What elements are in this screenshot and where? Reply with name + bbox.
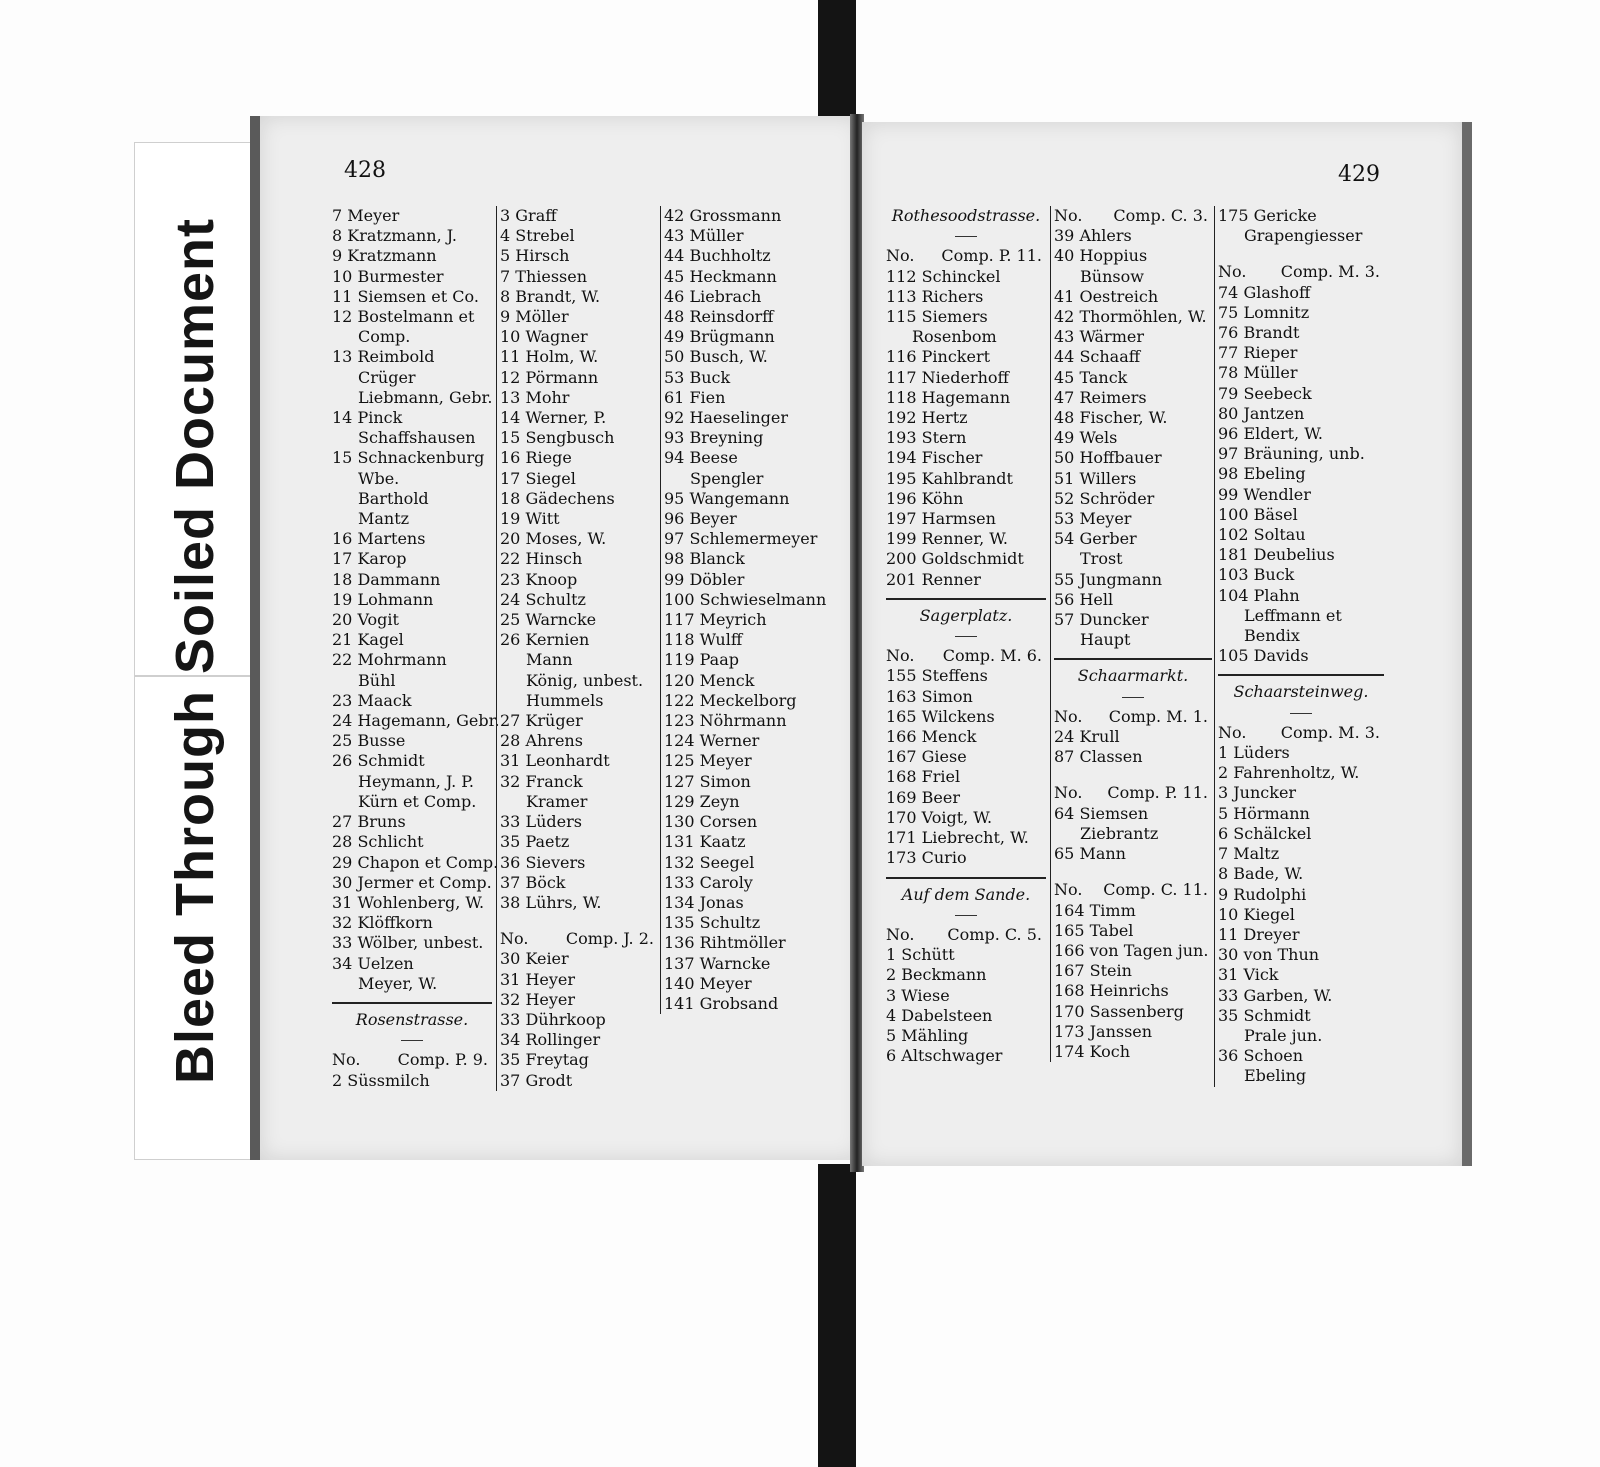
left-page: [250, 116, 860, 1160]
company-header: [1218, 262, 1384, 282]
directory-entry: 3 Juncker: [1218, 783, 1297, 803]
condition-tab-label: Bleed Through Soiled Document: [165, 217, 225, 1085]
company-header: [332, 1050, 492, 1070]
directory-entry: 199 Renner, W.: [886, 529, 1009, 549]
company-header-no: No.: [886, 646, 915, 666]
company-header: [1054, 707, 1212, 727]
directory-entry-continuation: Spengler: [690, 468, 764, 488]
directory-entry-continuation: Crüger: [358, 367, 416, 387]
directory-entry: 33 Lüders: [500, 812, 582, 832]
directory-entry: 3 Wiese: [886, 985, 950, 1005]
section-divider: [1054, 658, 1212, 660]
directory-entry: 31 Wohlenberg, W.: [332, 892, 485, 912]
directory-entry: 14 Pinck: [332, 408, 403, 428]
directory-entry: 96 Beyer: [664, 509, 737, 529]
directory-entry-continuation: Ebeling: [1244, 1066, 1307, 1086]
company-header-comp: Comp. P. 9.: [397, 1050, 488, 1070]
company-header-no: No.: [886, 246, 915, 266]
directory-entry: 41 Oestreich: [1054, 286, 1159, 306]
directory-entry: 78 Müller: [1218, 363, 1298, 383]
directory-entry: 32 Franck: [500, 771, 583, 791]
company-header-no: No.: [332, 1050, 361, 1070]
scanner-gutter-bar-bottom: [818, 1164, 856, 1467]
directory-entry: 49 Brügmann: [664, 327, 775, 347]
heading-dash: [886, 226, 1046, 246]
directory-entry: 20 Moses, W.: [500, 529, 607, 549]
directory-entry-continuation: Leffmann et: [1244, 605, 1342, 625]
directory-entry: 61 Fien: [664, 387, 726, 407]
directory-entry: 196 Köhn: [886, 488, 964, 508]
right-column-3: [1214, 206, 1384, 1087]
company-header-comp: Comp. M. 3.: [1280, 722, 1380, 742]
directory-entry-continuation: Schaffshausen: [358, 428, 476, 448]
condition-tab: [134, 142, 256, 1160]
directory-entry: 4 Dabelsteen: [886, 1005, 993, 1025]
directory-entry-continuation: Grapengiesser: [1244, 226, 1363, 246]
directory-entry: 195 Kahlbrandt: [886, 468, 1013, 488]
directory-entry: 100 Bäsel: [1218, 504, 1298, 524]
street-heading: Schaarmarkt.: [1077, 666, 1189, 686]
section-divider: [332, 1002, 492, 1004]
directory-entry: 27 Bruns: [332, 812, 406, 832]
directory-entry: 7 Maltz: [1218, 844, 1280, 864]
company-header: [1054, 206, 1212, 226]
right-page: [862, 122, 1472, 1166]
directory-entry: 112 Schinckel: [886, 266, 1001, 286]
directory-entry: 10 Wagner: [500, 327, 588, 347]
directory-entry: 173 Curio: [886, 848, 967, 868]
directory-entry: 132 Seegel: [664, 852, 755, 872]
directory-entry: 141 Grobsand: [664, 993, 779, 1013]
directory-entry: 134 Jonas: [664, 892, 744, 912]
directory-entry: 2 Beckmann: [886, 965, 987, 985]
left-column-1: [332, 206, 500, 1091]
directory-entry: 130 Corsen: [664, 812, 758, 832]
directory-entry: 33 Dührkoop: [500, 1009, 606, 1029]
company-header-comp: Comp. C. 3.: [1113, 206, 1208, 225]
directory-entry: 48 Reinsdorff: [664, 307, 774, 327]
directory-entry: 92 Haeselinger: [664, 408, 788, 428]
directory-entry: 14 Werner, P.: [500, 408, 607, 428]
directory-entry: 33 Garben, W.: [1218, 985, 1333, 1005]
page-number-left: 428: [344, 158, 386, 183]
directory-entry: 56 Hell: [1054, 589, 1114, 609]
directory-entry: 15 Sengbusch: [500, 428, 615, 448]
directory-entry-continuation: Bendix: [1244, 626, 1300, 646]
directory-entry-continuation: Trost: [1080, 549, 1123, 569]
directory-entry-continuation: König, unbest.: [526, 670, 644, 690]
directory-entry: 53 Meyer: [1054, 509, 1132, 529]
directory-entry: 99 Döbler: [664, 569, 745, 589]
directory-entry: 98 Ebeling: [1218, 464, 1306, 484]
directory-entry: 117 Meyrich: [664, 610, 767, 630]
directory-entry: 31 Vick: [1218, 965, 1279, 985]
directory-entry: 87 Classen: [1054, 747, 1143, 767]
directory-entry: 53 Buck: [664, 367, 731, 387]
directory-entry: 23 Maack: [332, 690, 412, 710]
directory-entry: 31 Heyer: [500, 969, 576, 989]
directory-entry-continuation: Mann: [526, 650, 573, 670]
directory-entry: 45 Tanck: [1054, 367, 1128, 387]
directory-entry: 57 Duncker: [1054, 610, 1149, 630]
directory-entry: 16 Riege: [500, 448, 572, 468]
directory-entry: 163 Simon: [886, 686, 973, 706]
directory-entry: 200 Goldschmidt: [886, 549, 1024, 569]
directory-entry: 181 Deubelius: [1218, 545, 1335, 565]
directory-entry: 165 Tabel: [1054, 920, 1134, 940]
directory-entry: 9 Rudolphi: [1218, 884, 1307, 904]
directory-entry: 12 Pörmann: [500, 367, 599, 387]
directory-entry-continuation: Liebmann, Gebr.: [358, 387, 493, 407]
directory-entry: 103 Buck: [1218, 565, 1295, 585]
company-header: [500, 929, 658, 949]
directory-entry: 26 Schmidt: [332, 751, 425, 771]
section-divider: [886, 877, 1046, 879]
directory-entry: 4 Strebel: [500, 226, 575, 246]
directory-entry: 95 Wangemann: [664, 488, 790, 508]
directory-entry: 99 Wendler: [1218, 484, 1311, 504]
directory-entry: 22 Mohrmann: [332, 650, 447, 670]
spacer: [500, 913, 658, 929]
directory-entry: 74 Glashoff: [1218, 282, 1311, 302]
directory-entry: 50 Hoffbauer: [1054, 448, 1162, 468]
directory-entry-continuation: Hummels: [526, 690, 604, 710]
directory-entry: 24 Krull: [1054, 727, 1120, 747]
directory-entry: 113 Richers: [886, 286, 984, 306]
company-header-comp: Comp. J. 2.: [565, 929, 654, 949]
directory-entry-continuation: Prale jun.: [1244, 1025, 1323, 1045]
directory-entry-continuation: Rosenbom: [912, 327, 997, 347]
directory-entry: 54 Gerber: [1054, 529, 1137, 549]
company-header: [886, 925, 1046, 945]
company-header-no: No.: [500, 929, 529, 949]
directory-entry: 52 Schröder: [1054, 488, 1155, 508]
company-header-no: No.: [1054, 783, 1083, 803]
directory-entry: 96 Eldert, W.: [1218, 424, 1323, 444]
directory-entry: 28 Schlicht: [332, 832, 424, 852]
directory-entry: 32 Klöffkorn: [332, 913, 433, 933]
directory-entry: 102 Soltau: [1218, 525, 1306, 545]
directory-entry: 30 Keier: [500, 949, 569, 969]
directory-entry-continuation: Barthold: [358, 488, 429, 508]
directory-entry: 46 Liebrach: [664, 286, 762, 306]
directory-entry: 164 Timm: [1054, 900, 1136, 920]
directory-entry: 166 von Tagen jun.: [1054, 940, 1209, 960]
company-header: [886, 646, 1046, 666]
directory-entry: 44 Buchholtz: [664, 246, 771, 266]
directory-entry: 104 Plahn: [1218, 585, 1300, 605]
directory-entry: 5 Hörmann: [1218, 803, 1310, 823]
heading-dash: [886, 905, 1046, 925]
directory-entry: 137 Warncke: [664, 953, 771, 973]
directory-entry: 133 Caroly: [664, 872, 753, 892]
directory-entry: 8 Kratzmann, J.: [332, 226, 458, 246]
section-divider: [886, 598, 1046, 600]
directory-entry: 167 Giese: [886, 747, 967, 767]
right-column-2: [1050, 206, 1212, 1062]
directory-entry: 135 Schultz: [664, 913, 761, 933]
directory-entry-continuation: Bünsow: [1080, 266, 1144, 286]
company-header-comp: Comp. M. 1.: [1108, 706, 1208, 726]
directory-entry: 64 Siemsen: [1054, 803, 1149, 823]
company-header-no: No.: [1218, 722, 1247, 742]
directory-entry: 42 Grossmann: [664, 206, 782, 225]
directory-entry: 21 Kagel: [332, 630, 404, 650]
directory-entry: 8 Bade, W.: [1218, 864, 1304, 884]
directory-entry: 193 Stern: [886, 428, 967, 448]
directory-entry: 9 Möller: [500, 307, 569, 327]
directory-entry-continuation: Wbe.: [358, 468, 400, 488]
directory-entry: 47 Reimers: [1054, 387, 1147, 407]
directory-entry: 26 Kernien: [500, 630, 590, 650]
directory-entry: 97 Bräuning, unb.: [1218, 444, 1365, 464]
street-heading: Sagerplatz.: [919, 605, 1013, 625]
directory-entry: 50 Busch, W.: [664, 347, 768, 367]
directory-entry: 171 Liebrecht, W.: [886, 828, 1029, 848]
directory-entry: 97 Schlemermeyer: [664, 529, 818, 549]
directory-entry: 22 Hinsch: [500, 549, 583, 569]
directory-entry: 40 Hoppius: [1054, 246, 1148, 266]
directory-entry: 35 Freytag: [500, 1050, 589, 1070]
directory-entry: 16 Martens: [332, 529, 426, 549]
directory-entry: 166 Menck: [886, 727, 977, 747]
directory-entry: 17 Siegel: [500, 468, 576, 488]
directory-entry: 6 Altschwager: [886, 1046, 1003, 1066]
directory-entry: 1 Lüders: [1218, 743, 1290, 763]
company-header-comp: Comp. M. 6.: [942, 646, 1042, 666]
left-column-3: [660, 206, 832, 1014]
left-column-2: [496, 206, 658, 1091]
directory-entry: 9 Kratzmann: [332, 246, 437, 266]
directory-entry: 24 Hagemann, Gebr.: [332, 711, 500, 731]
directory-entry: 55 Jungmann: [1054, 569, 1163, 589]
heading-dash: [886, 626, 1046, 646]
directory-entry: 7 Thiessen: [500, 266, 588, 286]
directory-entry: 20 Vogit: [332, 610, 399, 630]
directory-entry-continuation: Ziebrantz: [1080, 823, 1159, 843]
company-header: [1218, 723, 1384, 743]
directory-entry: 1 Schütt: [886, 945, 955, 965]
directory-entry-continuation: Bühl: [358, 670, 396, 690]
company-header-comp: Comp. P. 11.: [941, 246, 1042, 266]
directory-entry-continuation: Mantz: [358, 509, 410, 529]
directory-entry: 170 Voigt, W.: [886, 807, 993, 827]
directory-entry: 29 Chapon et Comp.: [332, 852, 499, 872]
directory-entry: 100 Schwieselmann: [664, 589, 827, 609]
directory-entry: 120 Menck: [664, 670, 755, 690]
spacer: [1218, 246, 1384, 262]
company-header-no: No.: [1054, 706, 1083, 726]
directory-entry: 80 Jantzen: [1218, 403, 1305, 423]
directory-entry: 131 Kaatz: [664, 832, 746, 852]
section-divider: [1218, 674, 1384, 676]
company-header-comp: Comp. P. 11.: [1107, 783, 1208, 803]
directory-entry: 5 Mähling: [886, 1025, 969, 1045]
right-column-1: [886, 206, 1046, 1066]
directory-entry: 23 Knoop: [500, 569, 578, 589]
directory-entry: 194 Fischer: [886, 448, 983, 468]
directory-entry: 10 Burmester: [332, 266, 444, 286]
directory-entry: 123 Nöhrmann: [664, 711, 787, 731]
heading-dash: [1218, 703, 1384, 723]
directory-entry: 76 Brandt: [1218, 323, 1300, 343]
directory-entry: 165 Wilckens: [886, 706, 995, 726]
company-header-no: No.: [1054, 880, 1083, 900]
directory-entry: 7 Meyer: [332, 206, 400, 225]
directory-entry: 115 Siemers: [886, 307, 988, 327]
directory-entry-continuation: Kramer: [526, 791, 588, 811]
directory-entry: 19 Lohmann: [332, 589, 434, 609]
directory-entry: 140 Meyer: [664, 973, 752, 993]
directory-entry: 27 Krüger: [500, 711, 583, 731]
directory-entry: 98 Blanck: [664, 549, 745, 569]
directory-entry: 13 Reimbold: [332, 347, 435, 367]
directory-entry: 117 Niederhoff: [886, 367, 1009, 387]
directory-entry: 35 Paetz: [500, 832, 570, 852]
spacer: [1054, 767, 1212, 783]
directory-entry: 37 Grodt: [500, 1070, 573, 1090]
directory-entry: 25 Warncke: [500, 610, 597, 630]
directory-entry: 174 Koch: [1054, 1041, 1131, 1061]
directory-entry: 170 Sassenberg: [1054, 1001, 1184, 1021]
directory-entry: 79 Seebeck: [1218, 383, 1312, 403]
street-heading: Rothesoodstrasse.: [891, 206, 1041, 225]
directory-entry: 35 Schmidt: [1218, 1005, 1311, 1025]
directory-entry: 43 Müller: [664, 226, 744, 246]
company-header: [886, 246, 1046, 266]
directory-entry: 136 Rihtmöller: [664, 933, 786, 953]
company-header-comp: Comp. M. 3.: [1280, 262, 1380, 282]
directory-entry: 18 Dammann: [332, 569, 441, 589]
directory-entry: 19 Witt: [500, 509, 560, 529]
directory-entry: 6 Schälckel: [1218, 823, 1312, 843]
directory-entry: 36 Schoen: [1218, 1046, 1304, 1066]
directory-entry: 32 Heyer: [500, 989, 576, 1009]
directory-entry: 45 Heckmann: [664, 266, 777, 286]
directory-entry: 12 Bostelmann et: [332, 307, 475, 327]
directory-entry: 48 Fischer, W.: [1054, 408, 1168, 428]
directory-entry: 118 Wulff: [664, 630, 743, 650]
directory-entry: 17 Karop: [332, 549, 407, 569]
directory-entry: 65 Mann: [1054, 844, 1126, 864]
directory-entry: 118 Hagemann: [886, 387, 1011, 407]
directory-entry: 39 Ahlers: [1054, 226, 1132, 246]
directory-entry: 2 Süssmilch: [332, 1070, 430, 1090]
directory-entry: 11 Siemsen et Co.: [332, 286, 479, 306]
directory-entry: 30 Jermer et Comp.: [332, 872, 492, 892]
street-heading: Schaarsteinweg.: [1233, 682, 1369, 702]
directory-entry: 51 Willers: [1054, 468, 1137, 488]
directory-entry: 124 Werner: [664, 731, 760, 751]
directory-entry: 13 Mohr: [500, 387, 570, 407]
directory-entry: 94 Beese: [664, 448, 738, 468]
directory-entry: 116 Pinckert: [886, 347, 991, 367]
directory-entry: 3 Graff: [500, 206, 557, 225]
directory-entry: 201 Renner: [886, 569, 981, 589]
directory-entry-continuation: Meyer, W.: [358, 973, 438, 993]
street-heading: Rosenstrasse.: [355, 1009, 469, 1029]
directory-entry: 33 Wölber, unbest.: [332, 933, 484, 953]
directory-entry: 119 Paap: [664, 650, 739, 670]
directory-entry: 155 Steffens: [886, 666, 988, 686]
spacer: [1054, 864, 1212, 880]
directory-entry: 5 Hirsch: [500, 246, 570, 266]
directory-entry: 11 Holm, W.: [500, 347, 599, 367]
directory-entry: 173 Janssen: [1054, 1021, 1153, 1041]
open-book: [250, 114, 1472, 1172]
directory-entry: 122 Meckelborg: [664, 690, 797, 710]
directory-entry: 38 Lührs, W.: [500, 892, 602, 912]
directory-entry: 15 Schnackenburg: [332, 448, 485, 468]
directory-entry: 168 Friel: [886, 767, 961, 787]
directory-entry: 2 Fahrenholtz, W.: [1218, 763, 1360, 783]
company-header-comp: Comp. C. 5.: [947, 924, 1042, 944]
directory-entry: 28 Ahrens: [500, 731, 583, 751]
directory-entry-continuation: Comp.: [358, 327, 411, 347]
company-header: [1054, 783, 1212, 803]
directory-entry: 31 Leonhardt: [500, 751, 610, 771]
directory-entry: 127 Simon: [664, 771, 751, 791]
directory-entry: 105 Davids: [1218, 646, 1309, 666]
directory-entry: 42 Thormöhlen, W.: [1054, 307, 1207, 327]
directory-entry: 169 Beer: [886, 787, 960, 807]
directory-entry: 11 Dreyer: [1218, 924, 1300, 944]
directory-entry: 10 Kiegel: [1218, 904, 1295, 924]
directory-entry: 93 Breyning: [664, 428, 764, 448]
directory-entry: 125 Meyer: [664, 751, 752, 771]
directory-entry: 8 Brandt, W.: [500, 286, 601, 306]
directory-entry: 192 Hertz: [886, 408, 968, 428]
company-header-no: No.: [886, 924, 915, 944]
company-header: [1054, 880, 1212, 900]
directory-entry: 36 Sievers: [500, 852, 586, 872]
directory-entry: 168 Heinrichs: [1054, 981, 1169, 1001]
directory-entry-continuation: Kürn et Comp.: [358, 791, 477, 811]
directory-entry: 43 Wärmer: [1054, 327, 1144, 347]
directory-entry: 37 Böck: [500, 872, 566, 892]
directory-entry: 24 Schultz: [500, 589, 586, 609]
directory-entry: 34 Uelzen: [332, 953, 414, 973]
directory-entry: 75 Lomnitz: [1218, 302, 1310, 322]
directory-entry: 25 Busse: [332, 731, 406, 751]
company-header-no: No.: [1218, 262, 1247, 282]
company-header-no: No.: [1054, 206, 1083, 225]
directory-entry-continuation: Haupt: [1080, 630, 1131, 650]
directory-entry: 129 Zeyn: [664, 791, 740, 811]
directory-entry: 18 Gädechens: [500, 488, 615, 508]
company-header-comp: Comp. C. 11.: [1103, 880, 1208, 900]
heading-dash: [332, 1030, 492, 1050]
directory-entry: 167 Stein: [1054, 961, 1132, 981]
street-heading: Auf dem Sande.: [901, 884, 1031, 904]
directory-entry: 44 Schaaff: [1054, 347, 1141, 367]
directory-entry: 34 Rollinger: [500, 1030, 601, 1050]
directory-entry: 175 Gericke: [1218, 206, 1317, 225]
directory-entry: 77 Rieper: [1218, 343, 1298, 363]
page-number-right: 429: [1338, 162, 1380, 187]
directory-entry: 30 von Thun: [1218, 945, 1320, 965]
directory-entry-continuation: Heymann, J. P.: [358, 771, 474, 791]
heading-dash: [1054, 687, 1212, 707]
directory-entry: 197 Harmsen: [886, 509, 996, 529]
directory-entry: 49 Wels: [1054, 428, 1118, 448]
